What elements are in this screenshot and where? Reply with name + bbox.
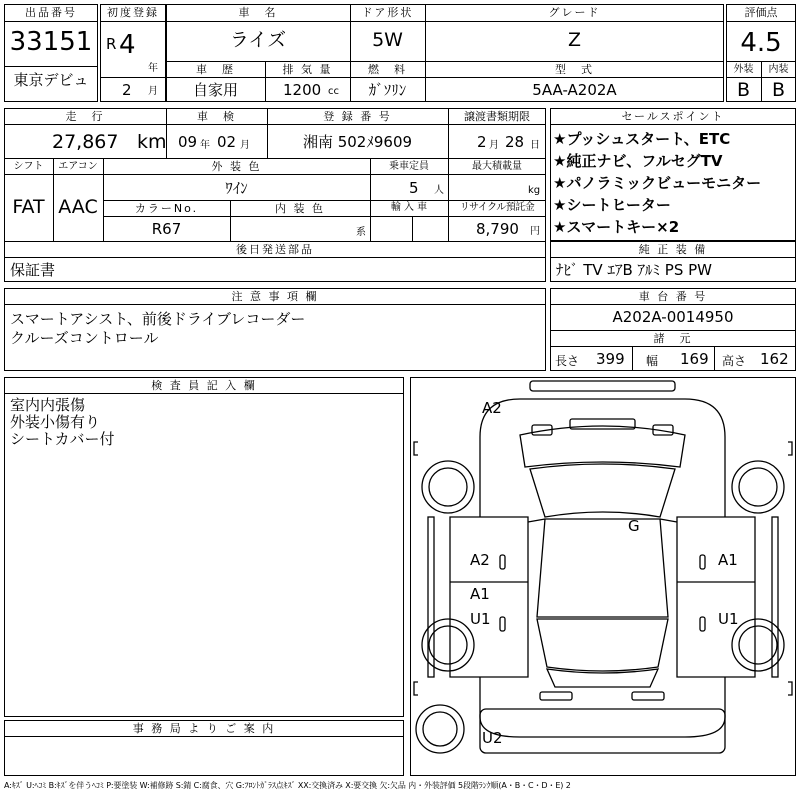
inspector-header: 検 査 員 記 入 欄 bbox=[151, 379, 257, 392]
inspector-line: 室内内張傷 bbox=[10, 396, 86, 414]
displacement-value: 1200 bbox=[283, 81, 322, 99]
transfer-month: 2 bbox=[477, 133, 487, 151]
reg-month: 2 bbox=[122, 81, 132, 99]
sales-points-header: セールスポイント bbox=[621, 110, 725, 123]
lot-number: 33151 bbox=[9, 27, 93, 57]
interior-color-header: 内 装 色 bbox=[275, 202, 325, 215]
height-label: 高さ bbox=[722, 354, 747, 368]
fuel-header: 燃 料 bbox=[368, 63, 407, 76]
model-value: 5AA-A202A bbox=[532, 81, 617, 99]
length-value: 399 bbox=[596, 350, 625, 368]
reg-year: 4 bbox=[119, 30, 136, 60]
car-diagram bbox=[410, 377, 796, 776]
mark-rear: U2 bbox=[482, 729, 503, 747]
later-parts-value: 保証書 bbox=[10, 261, 56, 279]
notes-header: 注 意 事 項 欄 bbox=[231, 290, 319, 303]
car-name-header: 車 名 bbox=[238, 6, 278, 19]
displacement-header: 排 気 量 bbox=[282, 63, 333, 76]
ext-score: B bbox=[736, 79, 751, 101]
int-score: B bbox=[771, 79, 786, 101]
fuel-value: ｶﾞｿﾘﾝ bbox=[368, 81, 407, 99]
max-load-header: 最大積載量 bbox=[472, 161, 522, 172]
ac-value: AAC bbox=[58, 196, 98, 218]
max-load-unit: kg bbox=[528, 185, 541, 196]
genuine-equipment-value: ﾅﾋﾞ TV ｴｱB ｱﾙﾐ PS PW bbox=[556, 261, 712, 279]
recycle-header: リサイクル預託金 bbox=[459, 202, 535, 213]
transfer-month-unit: 月 bbox=[489, 140, 499, 151]
grade-value: Z bbox=[567, 29, 582, 51]
exterior-color-header: 外 装 色 bbox=[211, 160, 262, 173]
inspector-line: 外装小傷有り bbox=[10, 413, 101, 431]
width-label: 幅 bbox=[646, 354, 659, 368]
notes-line: スマートアシスト、前後ドライブレコーダー bbox=[10, 310, 306, 328]
specs-header: 諸 元 bbox=[653, 332, 693, 345]
reg-era: R bbox=[106, 35, 117, 53]
reg-month-unit: 月 bbox=[148, 86, 158, 97]
recycle-unit: 円 bbox=[530, 226, 540, 237]
interior-color-unit: 系 bbox=[356, 227, 366, 238]
reg-header: 初度登録 bbox=[107, 6, 159, 19]
sales-point-item: ★純正ナビ、フルセグTV bbox=[553, 152, 723, 170]
int-score-header: 内装 bbox=[768, 64, 789, 75]
mileage-header: 走 行 bbox=[65, 110, 105, 123]
capacity-unit: 人 bbox=[434, 185, 444, 196]
inspector-line: シートカバー付 bbox=[10, 430, 115, 448]
mileage-unit: km bbox=[137, 131, 167, 153]
score-value: 4.5 bbox=[740, 28, 782, 58]
capacity-value: 5 bbox=[409, 179, 419, 197]
sales-point-item: ★シートヒーター bbox=[553, 196, 671, 214]
sales-point-item: ★プッシュスタート、ETC bbox=[553, 130, 731, 148]
inspection-year: 09 bbox=[178, 133, 198, 151]
history-value: 自家用 bbox=[192, 81, 238, 99]
legend: A:ｷｽﾞ U:ﾍｺﾐ B:ｷｽﾞを伴うﾍｺﾐ P:要塗装 W:補修跡 S:錆 C:腐食、穴 G:ﾌﾛﾝﾄｶﾞﾗｽ点ｷｽﾞ XX:交換済み X:要交換 欠:欠品 内・外装評価 5段階ﾗﾝｸ順(A・B・C・D・E) 2 bbox=[4, 781, 571, 790]
transfer-day: 28 bbox=[505, 133, 525, 151]
mark-right-front-door: A1 bbox=[718, 551, 738, 569]
shift-header: シフト bbox=[13, 161, 44, 172]
mark-left-rear-door-a: A1 bbox=[470, 585, 490, 603]
door-header: ドア形状 bbox=[361, 6, 414, 19]
transfer-day-unit: 日 bbox=[530, 140, 540, 151]
grade-header: グレード bbox=[548, 6, 601, 19]
score-header: 評価点 bbox=[744, 6, 778, 19]
color-no-value: R67 bbox=[151, 220, 182, 238]
sales-point-item: ★パノラミックビューモニター bbox=[553, 174, 762, 192]
history-header: 車 歴 bbox=[196, 63, 235, 76]
width-value: 169 bbox=[680, 350, 709, 368]
office-header: 事 務 局 よ り ご 案 内 bbox=[132, 722, 276, 735]
chassis-header: 車 台 番 号 bbox=[638, 290, 708, 303]
debut-label: 東京デビュ bbox=[13, 71, 89, 89]
inspection-header: 車 検 bbox=[197, 110, 236, 123]
mark-left-front-door: A2 bbox=[470, 551, 490, 569]
lot-header: 出品番号 bbox=[25, 6, 77, 19]
notes-line: クルーズコントロール bbox=[10, 329, 159, 347]
reg-year-unit: 年 bbox=[148, 63, 158, 74]
displacement-unit: cc bbox=[328, 86, 339, 97]
inspection-month: 02 bbox=[217, 133, 237, 151]
capacity-header: 乗車定員 bbox=[389, 161, 429, 172]
inspection-month-unit: 月 bbox=[240, 140, 250, 151]
door-value: 5W bbox=[372, 29, 403, 51]
color-no-header: カラーNo. bbox=[134, 202, 199, 215]
mark-roof: G bbox=[628, 517, 640, 535]
genuine-equipment-header: 純 正 装 備 bbox=[638, 243, 708, 256]
ac-header: エアコン bbox=[58, 161, 98, 172]
sales-point-item: ★スマートキー×2 bbox=[553, 218, 680, 236]
mark-front: A2 bbox=[482, 399, 502, 417]
chassis-value: A202A-0014950 bbox=[612, 308, 734, 326]
inspection-year-unit: 年 bbox=[200, 140, 210, 151]
plate-header: 登 録 番 号 bbox=[323, 110, 392, 123]
car-name: ライズ bbox=[229, 29, 287, 51]
transfer-header: 譲渡書類期限 bbox=[464, 110, 530, 123]
recycle-value: 8,790 bbox=[476, 220, 519, 238]
mileage-value: 27,867 bbox=[52, 131, 119, 153]
plate-value: 湘南 502ﾒ9609 bbox=[302, 133, 413, 151]
height-value: 162 bbox=[760, 350, 789, 368]
import-header: 輸 入 車 bbox=[390, 202, 428, 213]
ext-score-header: 外装 bbox=[733, 64, 754, 75]
mark-right-rear-door: U1 bbox=[718, 610, 739, 628]
length-label: 長さ bbox=[555, 354, 580, 368]
shift-value: FAT bbox=[12, 196, 45, 218]
exterior-color-value: ﾜｲﾝ bbox=[225, 179, 248, 197]
model-header: 型 式 bbox=[555, 63, 594, 76]
later-parts-header: 後日発送部品 bbox=[236, 243, 314, 256]
mark-left-rear-door-u: U1 bbox=[470, 610, 491, 628]
